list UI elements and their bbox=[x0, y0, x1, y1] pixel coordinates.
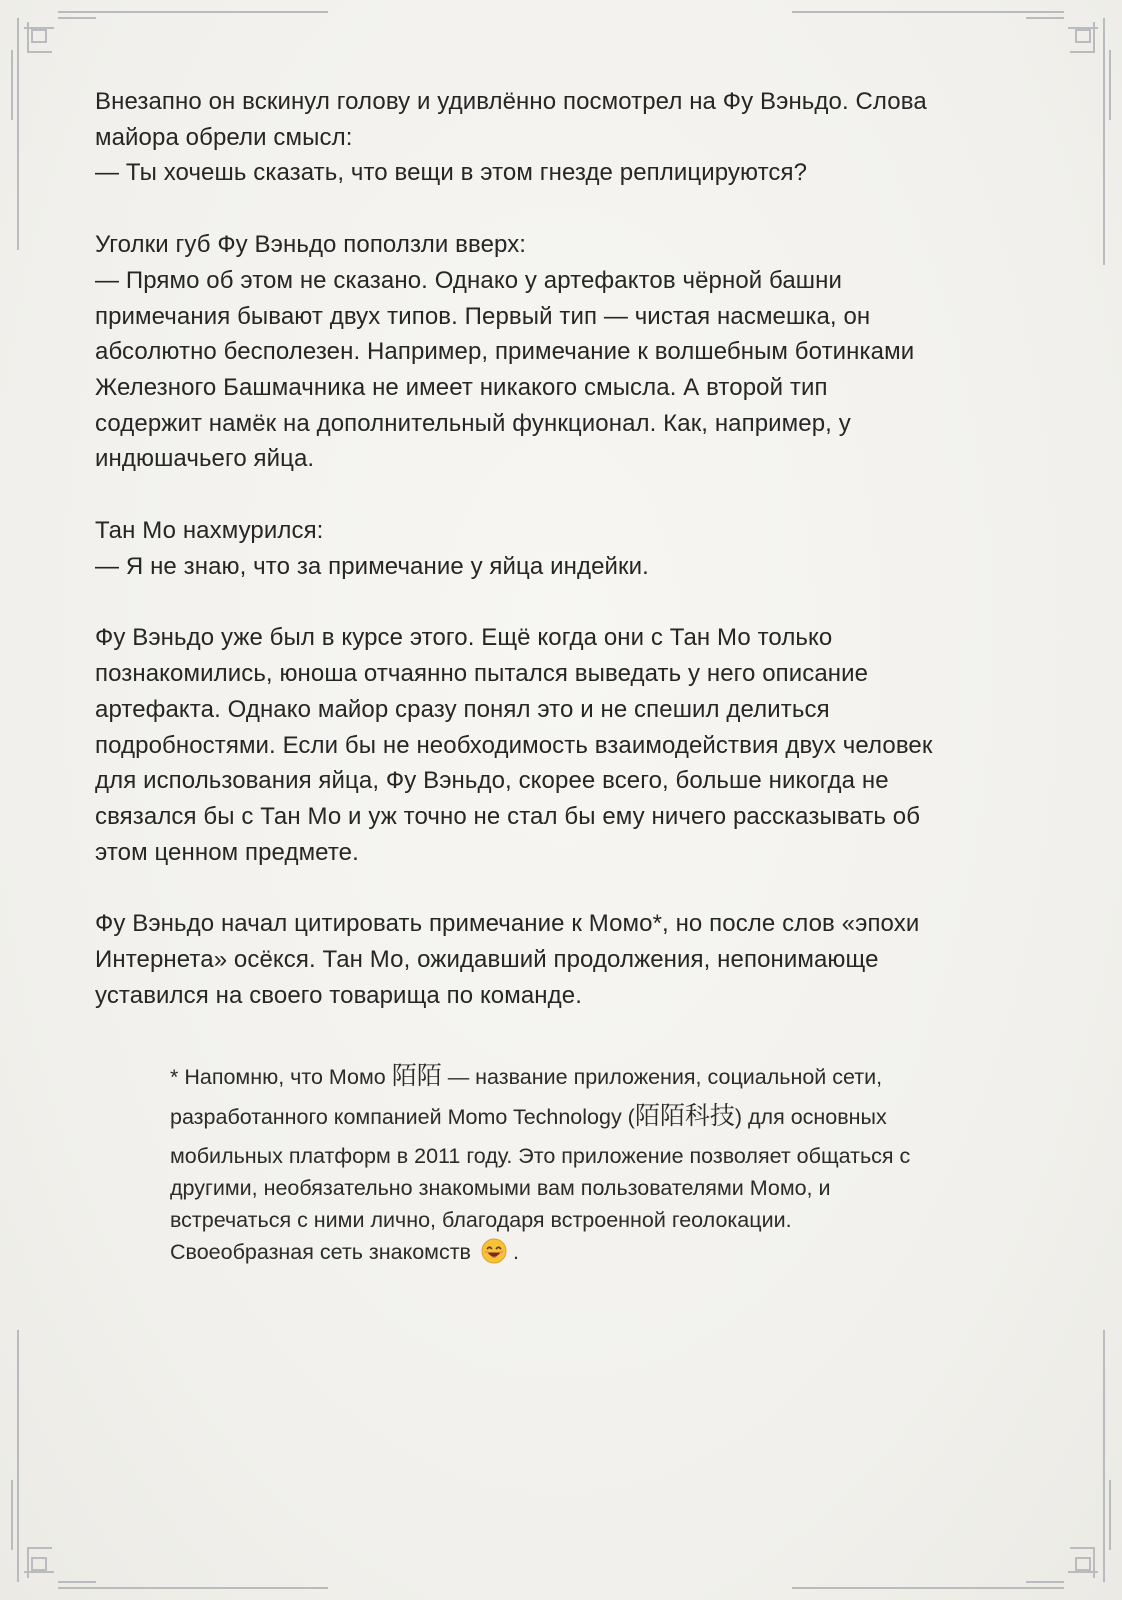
footnote-line: мобильных платформ в 2011 году. Это приложение позволяет общаться с bbox=[170, 1144, 911, 1168]
text-line: связался бы с Тан Мо и уж точно не стал бы ему ничего рассказывать об bbox=[95, 802, 921, 830]
paragraph-2 bbox=[95, 227, 1025, 477]
text-line: Фу Вэньдо начал цитировать примечание к Момо*, но после слов «эпохи bbox=[95, 910, 920, 938]
text-line: Уголки губ Фу Вэньдо поползли вверх: bbox=[95, 231, 527, 259]
footnote-line bbox=[170, 1236, 1010, 1268]
footnote-text: Своеобразная сеть знакомств bbox=[170, 1240, 471, 1264]
footnote-text: разработанного компанией Momo Technology ( bbox=[170, 1105, 635, 1129]
text-line: абсолютно бесполезен. Например, примечание к волшебным ботинками bbox=[95, 338, 915, 366]
footnote-line: встречаться с ними лично, благодаря встроенной геолокации. bbox=[170, 1208, 792, 1232]
text-line: индюшачьего яйца. bbox=[95, 445, 315, 473]
footnote bbox=[170, 1060, 1010, 1268]
text-line: Железного Башмачника не имеет никакого смысла. А второй тип bbox=[95, 373, 828, 401]
footnote-text: ) для основных bbox=[734, 1105, 887, 1129]
grinning-wink-emoji-icon bbox=[481, 1238, 507, 1264]
paragraph-5 bbox=[95, 906, 1025, 1013]
text-line: артефакта. Однако майор сразу понял это и не спешил делиться bbox=[95, 695, 830, 723]
text-line: Внезапно он вскинул голову и удивлённо посмотрел на Фу Вэньдо. Слова bbox=[95, 88, 927, 115]
text-line: Интернета» осёкся. Тан Мо, ожидавший продолжения, непонимающе bbox=[95, 946, 879, 974]
footnote-cjk-text: 陌陌科技 bbox=[634, 1101, 735, 1130]
text-line: содержит намёк на дополнительный функционал. Как, например, у bbox=[95, 409, 851, 437]
story-text bbox=[95, 84, 1025, 1049]
paragraph-1 bbox=[95, 84, 1025, 191]
text-line: — Ты хочешь сказать, что вещи в этом гнезде реплицируются? bbox=[95, 159, 808, 187]
paragraph-4 bbox=[95, 620, 1025, 870]
text-line: примечания бывают двух типов. Первый тип — чистая насмешка, он bbox=[95, 302, 871, 330]
footnote-text: * Напомню, что Момо bbox=[170, 1065, 392, 1089]
text-line: для использования яйца, Фу Вэньдо, скорее всего, больше никогда не bbox=[95, 767, 889, 795]
footnote-line bbox=[170, 1093, 1010, 1140]
footnote-text: . bbox=[512, 1240, 519, 1264]
text-line: Тан Мо нахмурился: bbox=[95, 517, 324, 545]
text-line: Фу Вэньдо уже был в курсе этого. Ещё когда они с Тан Мо только bbox=[95, 624, 833, 652]
footnote-line: другими, необязательно знакомыми вам пользователями Момо, и bbox=[170, 1176, 831, 1200]
text-line: подробностями. Если бы не необходимость взаимодействия двух человек bbox=[95, 731, 933, 759]
text-line: майора обрели смысл: bbox=[95, 123, 353, 151]
text-line: — Я не знаю, что за примечание у яйца индейки. bbox=[95, 552, 649, 580]
footnote-line bbox=[170, 1060, 1010, 1093]
text-line: уставился на своего товарища по команде. bbox=[95, 981, 582, 1009]
footnote-cjk-text: 陌陌 bbox=[391, 1061, 442, 1090]
text-line: этом ценном предмете. bbox=[95, 838, 359, 866]
footnote-text: — название приложения, социальной сети, bbox=[441, 1065, 883, 1089]
text-line: познакомились, юноша отчаянно пытался выведать у него описание bbox=[95, 660, 869, 688]
text-line: — Прямо об этом не сказано. Однако у артефактов чёрной башни bbox=[95, 266, 843, 294]
paragraph-3 bbox=[95, 513, 1025, 584]
